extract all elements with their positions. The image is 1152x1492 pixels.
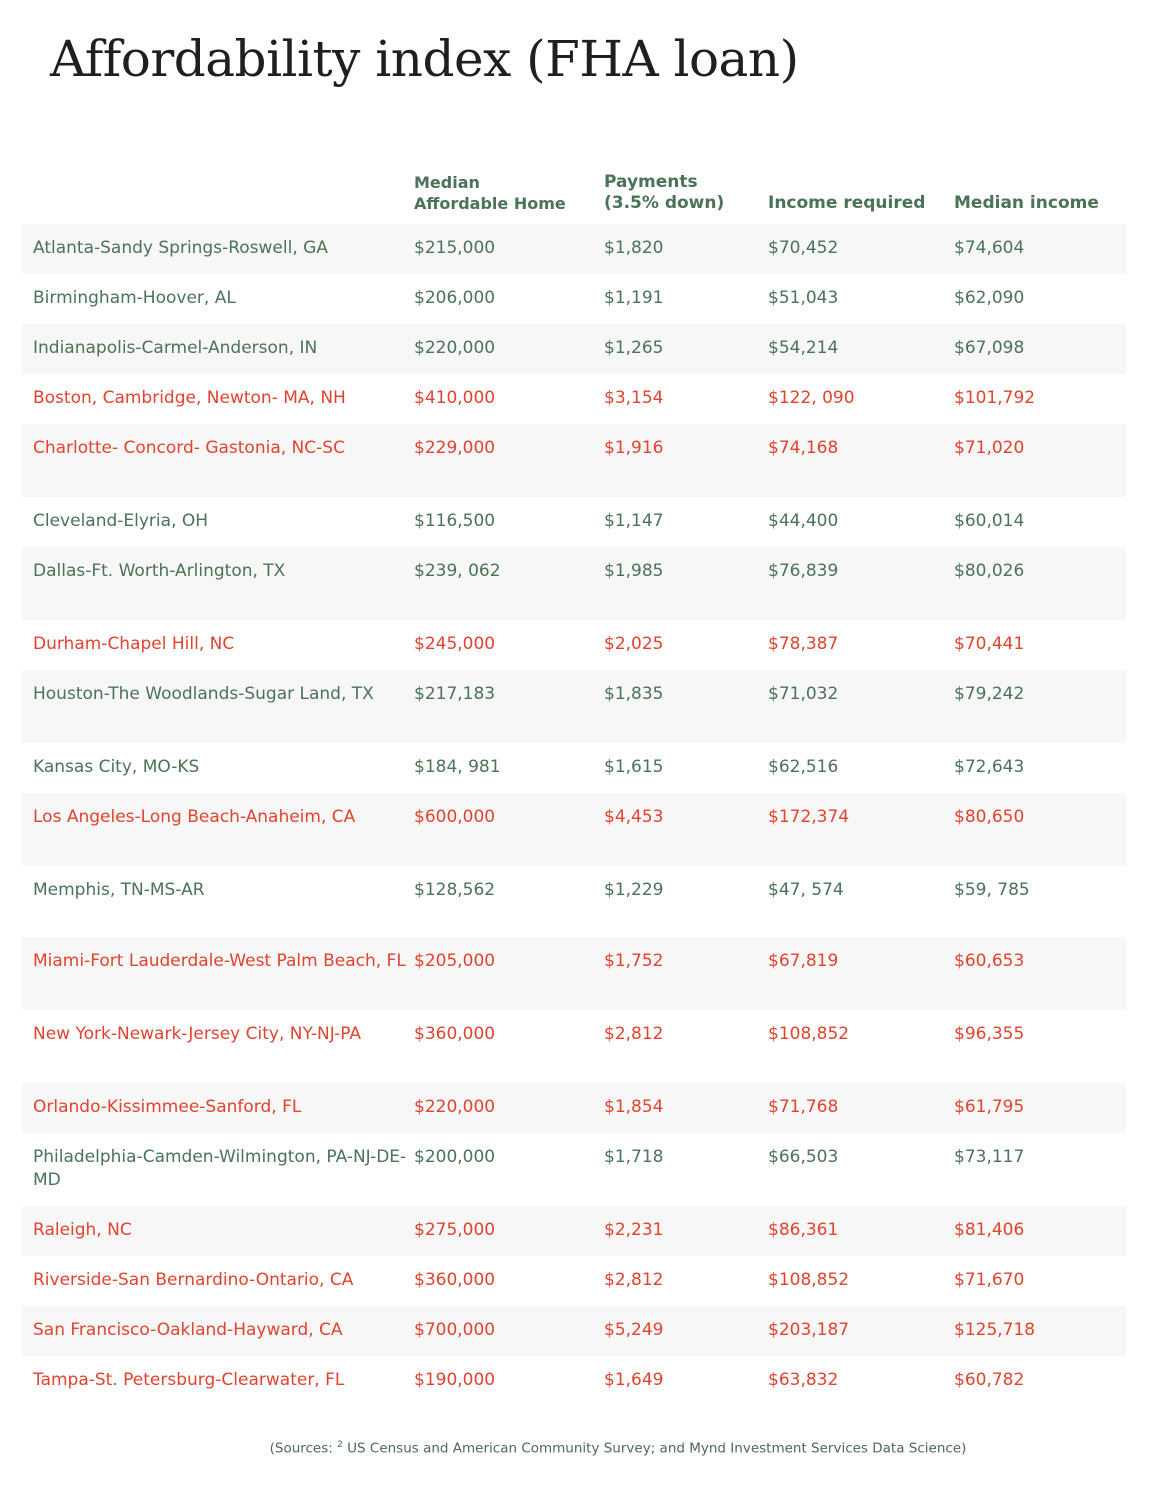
cell-metro: Raleigh, NC [33,1220,132,1240]
cell-payment: $1,615 [604,757,664,777]
cell-metro: San Francisco-Oakland-Hayward, CA [33,1320,343,1340]
cell-income-required: $44,400 [768,511,839,531]
cell-income-required: $47, 574 [768,880,844,900]
cell-income-required: $62,516 [768,757,839,777]
cell-home: $215,000 [414,238,496,258]
header-metro [22,214,414,224]
cell-payment: $1,229 [604,880,664,900]
table-row [22,1083,1126,1133]
cell-payment: $1,718 [604,1147,664,1167]
cell-home: $360,000 [414,1024,496,1044]
cell-home: $275,000 [414,1220,496,1240]
cell-metro: Dallas-Ft. Worth-Arlington, TX [33,561,286,581]
cell-payment: $1,752 [604,951,664,971]
page-title: Affordability index (FHA loan) [50,30,799,88]
table-row [22,670,1126,743]
cell-median-income: $67,098 [954,338,1025,358]
header-payment-line1: Payments [604,172,698,192]
cell-payment: $5,249 [604,1320,664,1340]
cell-median-income: $74,604 [954,238,1025,258]
table-row [22,1256,1126,1306]
cell-income-required: $71,768 [768,1097,839,1117]
table-row [22,866,1126,937]
table-row [22,793,1126,866]
cell-payment: $1,985 [604,561,664,581]
cell-payment: $2,231 [604,1220,664,1240]
header-payments [604,172,768,224]
table-row [22,1133,1126,1206]
cell-median-income: $80,650 [954,807,1025,827]
cell-median-income: $72,643 [954,757,1025,777]
header-income-required: Income required [768,193,926,213]
cell-metro: Houston-The Woodlands-Sugar Land, TX [33,684,374,704]
cell-home: $220,000 [414,1097,496,1117]
cell-payment: $1,191 [604,288,664,308]
cell-payment: $1,147 [604,511,664,531]
table-row [22,497,1126,547]
sources-text: US Census and American Community Survey; and Mynd Investment Services Data Science) [342,1440,967,1457]
cell-median-income: $79,242 [954,684,1025,704]
cell-metro: Indianapolis-Carmel-Anderson, IN [33,338,318,358]
cell-metro: Memphis, TN-MS-AR [33,880,205,900]
cell-home: $410,000 [414,388,496,408]
cell-income-required: $108,852 [768,1024,850,1044]
table-row [22,324,1126,374]
header-median-income: Median income [954,193,1099,213]
cell-income-required: $66,503 [768,1147,839,1167]
table-row [22,1356,1126,1406]
cell-median-income: $70,441 [954,634,1025,654]
table-row [22,274,1126,324]
cell-income-required: $108,852 [768,1270,850,1290]
cell-metro: New York-Newark-Jersey City, NY-NJ-PA [33,1024,362,1044]
cell-payment: $1,854 [604,1097,664,1117]
table-row [22,424,1126,497]
table-row [22,620,1126,670]
cell-income-required: $51,043 [768,288,839,308]
cell-home: $184, 981 [414,757,501,777]
cell-home: $600,000 [414,807,496,827]
cell-home: $190,000 [414,1370,496,1390]
cell-home: $205,000 [414,951,496,971]
table-row [22,937,1126,1010]
cell-median-income: $71,020 [954,438,1025,458]
cell-metro: Tampa-St. Petersburg-Clearwater, FL [33,1370,345,1390]
table-row [22,1206,1126,1256]
cell-income-required: $70,452 [768,238,839,258]
cell-income-required: $78,387 [768,634,839,654]
table-row [22,1010,1126,1083]
cell-income-required: $76,839 [768,561,839,581]
cell-payment: $2,025 [604,634,664,654]
cell-payment: $1,265 [604,338,664,358]
cell-metro: Riverside-San Bernardino-Ontario, CA [33,1270,354,1290]
table-row [22,1306,1126,1356]
cell-median-income: $60,782 [954,1370,1025,1390]
cell-home: $360,000 [414,1270,496,1290]
cell-median-income: $60,653 [954,951,1025,971]
sources-prefix: (Sources: [269,1440,338,1457]
cell-income-required: $71,032 [768,684,839,704]
sources-superscript: 2 [337,1440,343,1450]
cell-metro: Birmingham-Hoover, AL [33,288,236,308]
cell-metro: Durham-Chapel Hill, NC [33,634,235,654]
cell-median-income: $80,026 [954,561,1025,581]
cell-metro: Kansas City, MO-KS [33,757,200,777]
cell-home: $229,000 [414,438,496,458]
cell-median-income: $62,090 [954,288,1025,308]
cell-metro: Los Angeles-Long Beach-Anaheim, CA [33,807,356,827]
cell-median-income: $59, 785 [954,880,1030,900]
cell-median-income: $60,014 [954,511,1025,531]
cell-metro: Orlando-Kissimmee-Sanford, FL [33,1097,302,1117]
cell-metro: Charlotte- Concord- Gastonia, NC-SC [33,438,345,458]
cell-metro: Atlanta-Sandy Springs-Roswell, GA [33,238,328,258]
cell-median-income: $81,406 [954,1220,1025,1240]
cell-metro: Philadelphia-Camden-Wilmington, PA-NJ-DE-MD [33,1147,407,1190]
cell-home: $245,000 [414,634,496,654]
header-payment-line2: (3.5% down) [604,193,725,213]
header-home-line1: Median [414,173,480,192]
cell-income-required: $54,214 [768,338,839,358]
cell-metro: Cleveland-Elyria, OH [33,511,209,531]
cell-home: $200,000 [414,1147,496,1167]
cell-home: $217,183 [414,684,496,704]
header-home-line2: Affordable Home [414,194,566,213]
cell-metro: Miami-Fort Lauderdale-West Palm Beach, FL [33,951,406,971]
table-row [22,224,1126,274]
cell-payment: $1,649 [604,1370,664,1390]
cell-income-required: $63,832 [768,1370,839,1390]
cell-income-required: $122, 090 [768,388,855,408]
cell-median-income: $96,355 [954,1024,1025,1044]
table-row [22,547,1126,620]
cell-median-income: $101,792 [954,388,1036,408]
cell-home: $220,000 [414,338,496,358]
cell-home: $700,000 [414,1320,496,1340]
table-body [22,224,1126,1406]
header-median-affordable-home [414,172,604,224]
cell-payment: $2,812 [604,1270,664,1290]
cell-payment: $3,154 [604,388,664,408]
affordability-table [22,160,1126,1406]
sources-note [0,1440,1152,1457]
cell-income-required: $74,168 [768,438,839,458]
cell-income-required: $203,187 [768,1320,850,1340]
cell-median-income: $71,670 [954,1270,1025,1290]
cell-home: $116,500 [414,511,496,531]
cell-median-income: $125,718 [954,1320,1036,1340]
cell-income-required: $67,819 [768,951,839,971]
cell-home: $206,000 [414,288,496,308]
table-header [22,160,1126,224]
cell-payment: $4,453 [604,807,664,827]
cell-metro: Boston, Cambridge, Newton- MA, NH [33,388,346,408]
cell-payment: $2,812 [604,1024,664,1044]
cell-payment: $1,835 [604,684,664,704]
cell-payment: $1,820 [604,238,664,258]
cell-home: $239, 062 [414,561,501,581]
cell-home: $128,562 [414,880,496,900]
table-row [22,743,1126,793]
cell-income-required: $172,374 [768,807,850,827]
cell-payment: $1,916 [604,438,664,458]
cell-income-required: $86,361 [768,1220,839,1240]
cell-median-income: $73,117 [954,1147,1025,1167]
cell-median-income: $61,795 [954,1097,1025,1117]
table-row [22,374,1126,424]
